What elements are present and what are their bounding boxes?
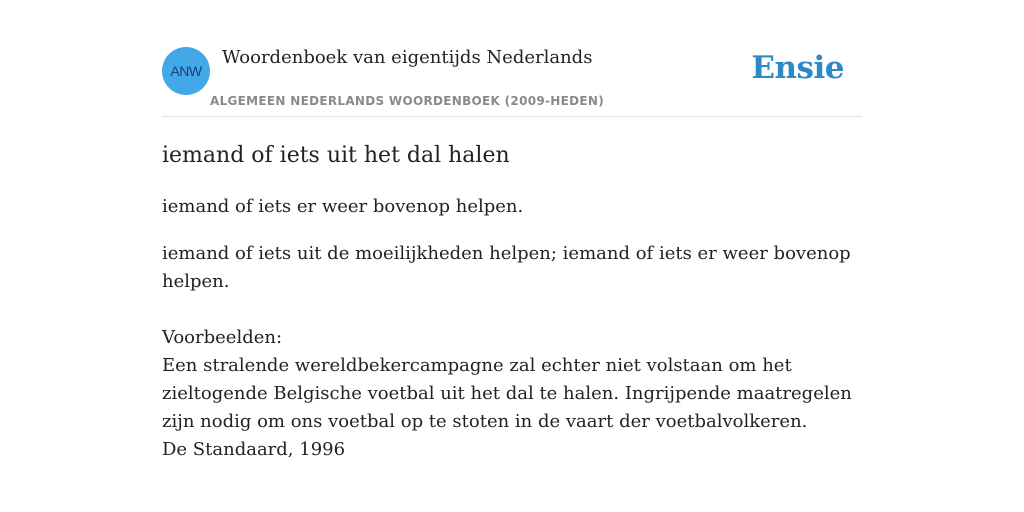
anw-logo[interactable] [162, 47, 210, 95]
logo-text: ANW [170, 63, 202, 79]
entry-examples [162, 324, 862, 464]
example-text: Een stralende wereldbekercampagne zal echter niet volstaan om het zieltogende Belgische voetbal uit het dal te halen. Ingrijpende maatregelen zijn nodig om ons voetbal op te stoten in de vaart der voetbalvolkeren. [162, 355, 852, 432]
entry-definition: iemand of iets er weer bovenop helpen. [162, 196, 524, 217]
entry-body [162, 117, 862, 464]
examples-label: Voorbeelden: [162, 327, 283, 348]
dictionary-title[interactable]: Woordenboek van eigentijds Nederlands [222, 47, 593, 68]
example-source: De Standaard, 1996 [162, 439, 346, 460]
ensie-brand-logo[interactable]: Ensie [751, 50, 844, 86]
entry-card [162, 36, 862, 464]
entry-description: iemand of iets uit de moeilijkheden helpen; iemand of iets er weer bovenop helpen. [162, 243, 851, 292]
entry-headword: iemand of iets uit het dal halen [162, 143, 510, 168]
dictionary-subtitle: ALGEMEEN NEDERLANDS WOORDENBOEK (2009-HEDEN) [210, 94, 605, 108]
dictionary-header [162, 36, 862, 117]
